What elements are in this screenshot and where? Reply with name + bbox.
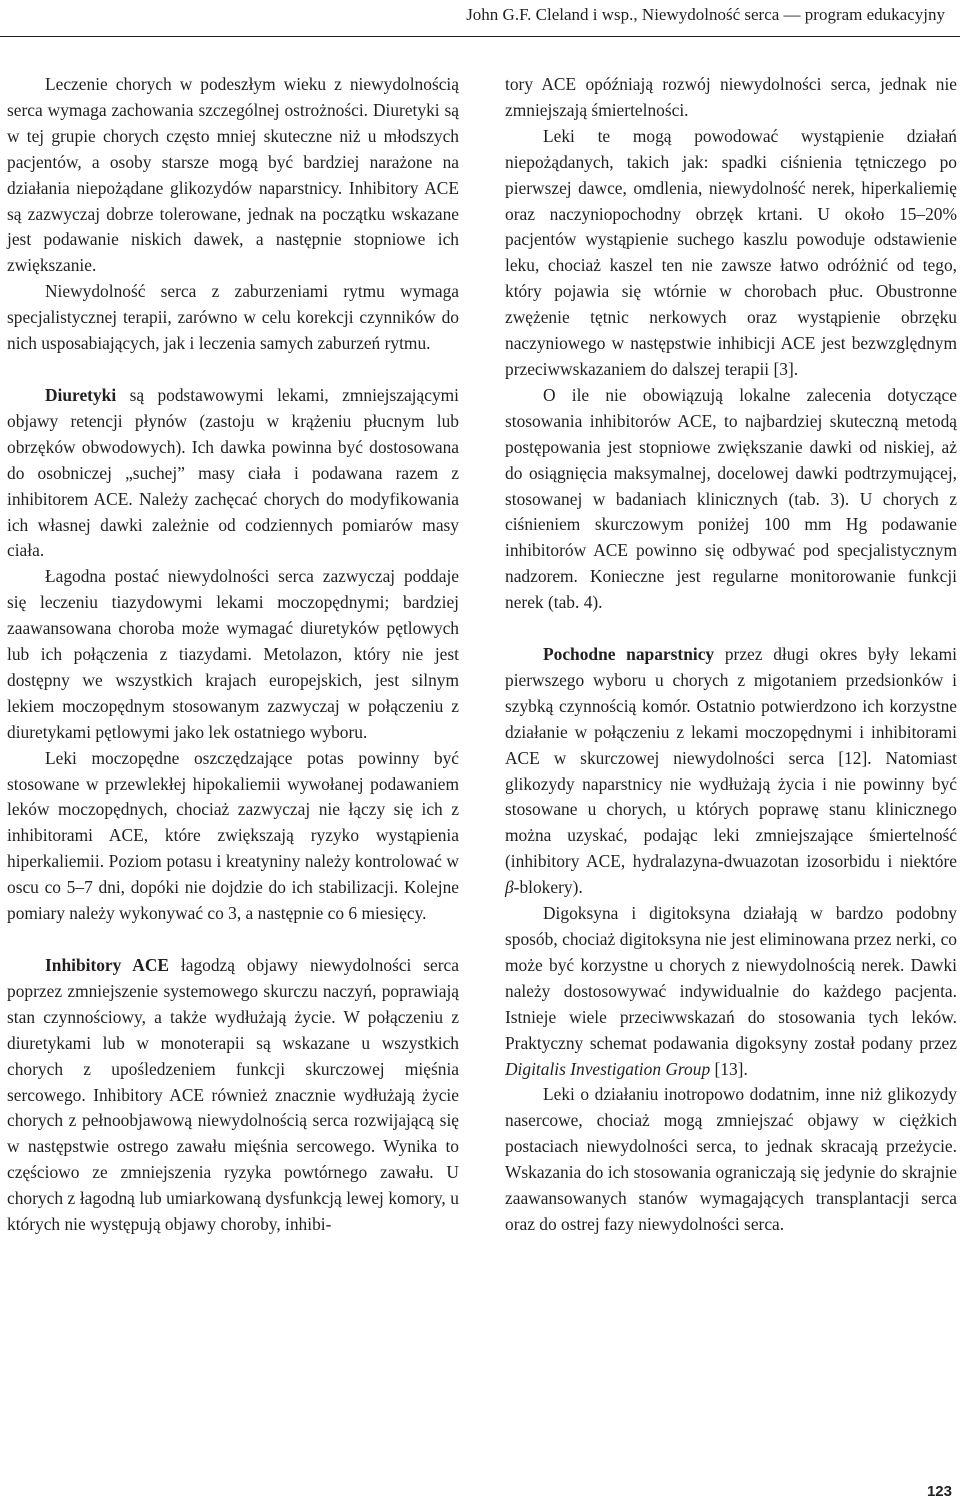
paragraph-dose-titration: O ile nie obowiązują lokalne zalecenia dotyczące stosowania inhibitorów ACE, to najbardziej skuteczną metodą postępowania jest stopniowe zwiększanie dawki od niskiej, aż do osiągnięcia maksymalnej, docelowej dawki podtrzymującej, stosowanej w badaniach klinicznych (tab. 3). U chorych z ciśnieniem skurczowym poniżej 100 mm Hg podawanie inhibitorów ACE powinno się odbywać pod specjalistycznym nadzorem. Konieczne jest regularne monitorowanie funkcji nerek (tab. 4). <box>505 384 957 613</box>
term-digitalis: Pochodne naparstnicy <box>543 644 715 665</box>
paragraph-ace-inhibitors <box>7 953 459 1238</box>
digitalis-text: przez długi okres były lekami pierwszego wyboru u chorych z migotaniem przedsionków i szybką czynnością komór. Ostatnio potwierdzono ich korzystne działanie w połączeniu z lekami moczopędnymi i inhibitorami ACE w skurczowej niewydolności serca [12]. Natomiast glikozydy naparstnicy nie wydłużają życia i nie powinny być stosowane u chorych, u których poprawę stanu klinicznego można uzyskać, podając leki zmniejszające śmiertelność (inhibitory ACE, hydralazyna-dwuazotan izosorbidu i niektóre <box>505 644 958 872</box>
digoxin-text: Digoksyna i digitoksyna działają w bardzo podobny sposób, chociaż digitoksyna nie jest eliminowana przez nerki, co może być korzystne u chorych z niewydolnością nerek. Dawki należy dostosowywać indywidualnie do każdego pacjenta. Istnieje wiele przeciwwskazań do stosowania tych leków. Praktyczny schemat podawania digoksyny został podany przez <box>505 903 957 1053</box>
term-diuretics: Diuretyki <box>45 384 117 405</box>
digoxin-text-end: [13]. <box>710 1058 748 1079</box>
paragraph-digoxin <box>505 901 957 1082</box>
paragraph-potassium-sparing: Leki moczopędne oszczędzające potas powinny być stosowane w przewlekłej hipokaliemii wywołanej podawaniem leków moczopędnych, chociaż zazwyczaj nie łączy się ich z inhibitorami ACE, które zwiększają ryzyko wystąpienia hiperkaliemii. Poziom potasu i kreatyniny należy kontrolować w oscu co 5–7 dni, dopóki nie dojdzie do ich stabilizacji. Kolejne pomiary należy wykonywać co 3, a następnie co 6 miesięcy. <box>7 747 459 924</box>
digitalis-text-end: -blokery). <box>513 877 583 898</box>
term-ace-inhibitors: Inhibitory ACE <box>45 955 169 975</box>
beta-symbol: β <box>505 877 514 898</box>
running-header: John G.F. Cleland i wsp., Niewydolność serca — program edukacyjny <box>466 5 945 24</box>
diuretics-text: są podstawowymi lekami, zmniejszającymi objawy retencji płynów (zastoju w krążeniu płucnym lub obrzęków obwodowych). Ich dawka powinna być dostosowana do osobniczej „suchej” masy ciała i podawana razem z inhibitorem ACE. Należy zachęcać chorych do modyfikowania ich własnej dawki zależnie od codziennych pomiarów masy ciała. <box>7 384 459 561</box>
paragraph-mild-heart-failure: Łagodna postać niewydolności serca zazwyczaj poddaje się leczeniu tiazydowymi lekami moczopędnymi; bardziej zaawansowana choroba może wymagać diuretyków pętlowych lub ich połączenia z tiazydami. Metolazon, który nie jest dostępny we wszystkich krajach europejskich, jest silnym lekiem moczopędnym stosowanym zazwyczaj w połączeniu z diuretykami pętlowymi jako lek ostatniego wyboru. <box>7 566 459 742</box>
paragraph-arrhythmia: Niewydolność serca z zaburzeniami rytmu wymaga specjalistycznej terapii, zarówno w celu korekcji czynników do nich usposabiających, jak i leczenia samych zaburzeń rytmu. <box>7 281 459 354</box>
digitalis-investigation-group: Digitalis Investigation Group <box>505 1058 711 1079</box>
paragraph-inotropes: Leki o działaniu inotropowo dodatnim, inne niż glikozydy nasercowe, chociaż mogą zmniejszać objawy w ciężkich postaciach niewydolności serca, to jednak skracają przeżycie. Wskazania do ich stosowania ograniczają się jedynie do skrajnie zaawansowanych stanów wymagających transplantacji serca oraz do ostrej fazy niewydolności serca. <box>505 1084 957 1234</box>
page-number: 123 <box>926 1483 952 1500</box>
paragraph-elderly-patients: Leczenie chorych w podeszłym wieku z niewydolnością serca wymaga zachowania szczególnej ostrożności. Diuretyki są w tej grupie chorych często mniej skuteczne niż u młodszych pacjentów, a osoby starsze mogą być bardziej narażone na działania niepożądane glikozydów naparstnicy. Inhibitory ACE są zazwyczaj dobrze tolerowane, jednak na początku wskazane jest podawanie niskich dawek, a następnie stopniowe ich zwiększanie. <box>7 74 459 276</box>
right-column <box>505 72 957 1238</box>
paragraph-ace-continued: tory ACE opóźniają rozwój niewydolności serca, jednak nie zmniejszają śmiertelności. <box>505 74 957 120</box>
header-rule <box>0 36 960 37</box>
paragraph-diuretics <box>7 383 459 564</box>
left-column <box>7 72 459 1238</box>
ace-inhibitors-text: łagodzą objawy niewydolności serca poprzez zmniejszenie systemowego skurczu naczyń, poprawiają stan czynnościowy, a także wydłużają życie. W połączeniu z diuretykami lub w monoterapii są wskazane u wszystkich chorych z upośledzeniem funkcji skurczowej mięśnia sercowego. Inhibitory ACE również znacznie wydłużają życie chorych z pełnoobjawową niewydolnością serca rozwijającą się w następstwie ostrego zawału mięśnia sercowego. Wynika to częściowo ze zmniejszenia ryzyka powtórnego zawału. U chorych z łagodną lub umiarkowaną dysfunkcją lewej komory, u których nie występują objawy choroby, inhibi- <box>7 955 459 1235</box>
paragraph-digitalis <box>505 642 957 901</box>
paragraph-side-effects: Leki te mogą powodować wystąpienie działań niepożądanych, takich jak: spadki ciśnienia tętniczego po pierwszej dawce, omdlenia, niewydolność nerek, hiperkaliemię oraz naczyniopochodny obrzęk krtani. U około 15–20% pacjentów wystąpienie suchego kaszlu powoduje odstawienie leku, chociaż kaszel ten nie zawsze łatwo odróżnić od tego, który pojawia się wtórnie w chorobach płuc. Obustronne zwężenie tętnic nerkowych oraz wystąpienie obrzęku naczyniowego w następstwie inhibicji ACE jest bezwzględnym przeciwwskazaniem do dalszej terapii [3]. <box>505 125 957 379</box>
